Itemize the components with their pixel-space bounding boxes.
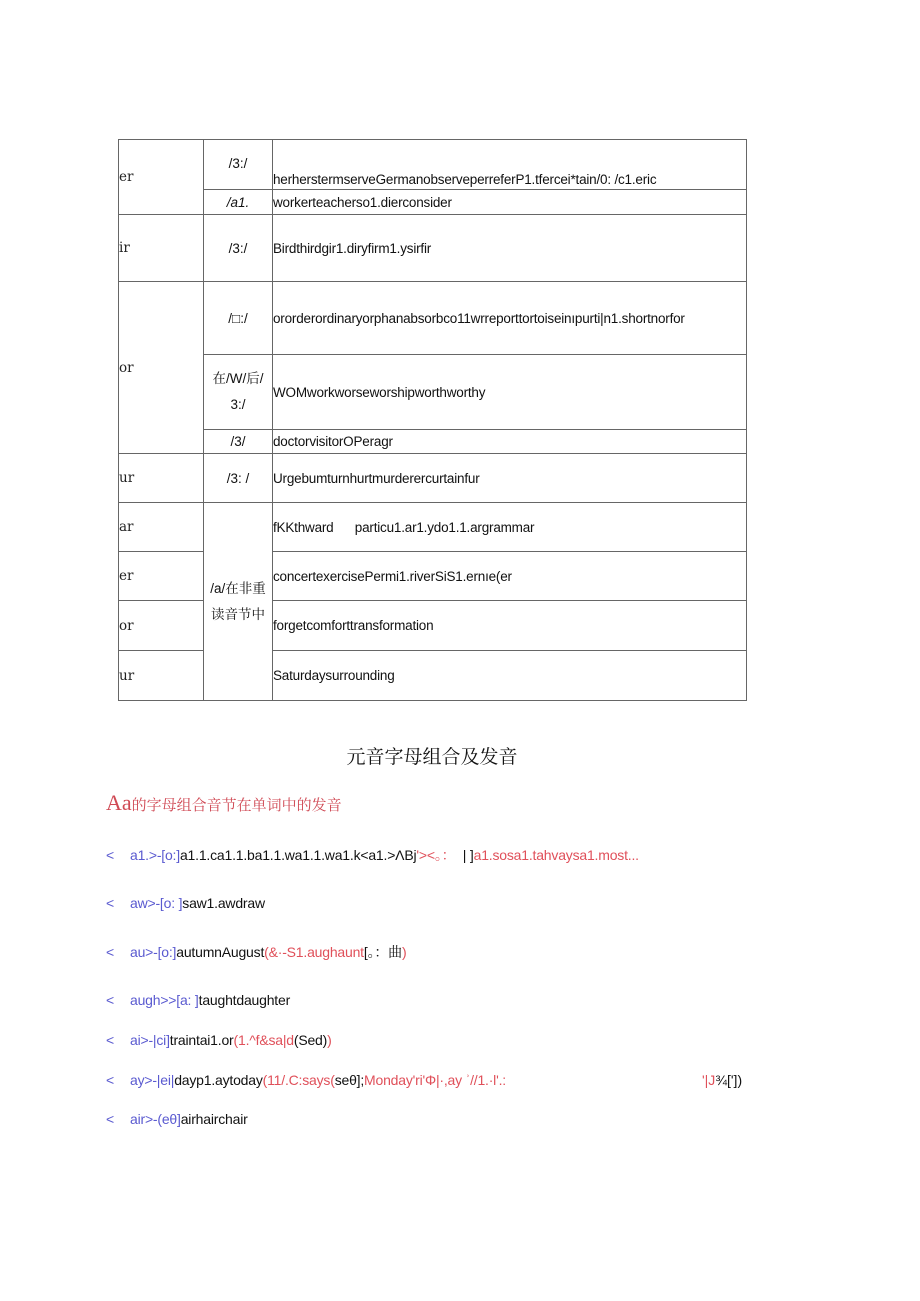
letters-cell: ir — [119, 215, 204, 282]
list-item — [106, 1032, 332, 1048]
list-item — [106, 845, 639, 865]
phonetic-cell: /□:/ — [204, 282, 273, 355]
examples-cell: fKKthward particu1.ar1.ydo1.1.argrammar — [273, 503, 747, 552]
heading-text: 的字母组合音节在单词中的发音 — [131, 796, 342, 814]
text-segment: a1.sosa1.tahvaysa1.most... — [473, 847, 639, 863]
text-segment: au>-[o:] — [129, 944, 177, 960]
ay-line-tail — [702, 1072, 742, 1088]
text-segment: (Sed) — [293, 1032, 328, 1048]
section-title: 元音字母组合及发音 — [346, 747, 518, 768]
text-segment: dayp1.aytoday — [174, 1072, 263, 1088]
tail-close: ) — [737, 1072, 743, 1088]
table-row — [119, 503, 747, 552]
text-segment: ) — [327, 1032, 332, 1048]
tail-black: ¾['] — [715, 1072, 738, 1088]
text-segment: ) — [401, 944, 407, 960]
letters-cell: er — [119, 140, 204, 215]
bullet-marker: < — [106, 1072, 114, 1088]
text-segment: [。：曲 — [363, 944, 402, 960]
phonetic-cell: /a1. — [204, 190, 273, 215]
text-segment: a1.1.ca1.1.ba1.1.wa1.1.wa1.k<a1.>ΛBj — [179, 847, 417, 863]
letters-cell: er — [119, 552, 204, 601]
bullet-marker: < — [106, 944, 114, 960]
examples-cell: WOMworkworseworshipworthworthy — [273, 355, 747, 430]
text-segment: (&·-S1.aughaunt — [264, 944, 364, 960]
text-segment: airhairchair — [180, 1111, 248, 1127]
text-segment: augh>>[a: ] — [129, 992, 199, 1008]
list-item — [106, 1111, 248, 1127]
table-row — [119, 190, 747, 215]
letters-cell: ar — [119, 503, 204, 552]
examples-cell: ororderordinaryorphanabsorbco11wrreporttortoiseinıpurti|n1.shortnorfor — [273, 282, 747, 355]
phonetic-cell: /3:/ — [204, 140, 273, 190]
bullet-marker: < — [106, 1111, 114, 1127]
text-segment: (1.^f&sa|d — [233, 1032, 294, 1048]
examples-cell: concertexercisePermi1.riverSiS1.ernıe(er — [273, 552, 747, 601]
text-segment: ay>-|ei| — [129, 1072, 175, 1088]
bullet-marker: < — [106, 992, 114, 1008]
text-segment: air>-(eθ] — [129, 1111, 181, 1127]
list-item — [106, 895, 265, 911]
examples-cell: doctorvisitorOPeragr — [273, 430, 747, 454]
examples-cell: herherstermserveGermanobserveperreferP1.tfercei*tain/0: /c1.eric — [273, 140, 747, 190]
list-item — [106, 992, 290, 1008]
letters-cell: or — [119, 282, 204, 454]
bullet-marker: < — [106, 847, 114, 863]
text-segment: traintai1.or — [169, 1032, 234, 1048]
examples-cell: Saturdaysurrounding — [273, 651, 747, 701]
text-segment: a1.>-[o:] — [129, 847, 180, 863]
phonetic-cell: 在/W/后/ 3:/ — [204, 355, 273, 430]
text-segment: aw>-[o: ] — [129, 895, 183, 911]
text-segment: ai>-|ci] — [129, 1032, 170, 1048]
table-row — [119, 140, 747, 190]
text-segment: | ] — [455, 847, 474, 863]
bullet-marker: < — [106, 1032, 114, 1048]
table-row — [119, 430, 747, 454]
vowel-r-combination-table — [118, 139, 747, 701]
text-segment: Monday'ri'Φ|·,ay ʾ//1.·l'.: — [364, 1072, 506, 1088]
letters-cell: or — [119, 601, 204, 651]
table-row — [119, 355, 747, 430]
table-row — [119, 282, 747, 355]
table-row — [119, 454, 747, 503]
heading-letters: Aa — [106, 790, 132, 815]
list-item — [106, 1072, 506, 1088]
bullet-marker: < — [106, 895, 114, 911]
subsection-heading — [106, 790, 342, 816]
phonetic-cell: /a/在非重读音节中 — [204, 503, 273, 701]
table-row — [119, 215, 747, 282]
phonetic-cell: /3: / — [204, 454, 273, 503]
letters-cell: ur — [119, 651, 204, 701]
letters-cell: ur — [119, 454, 204, 503]
list-item — [106, 942, 406, 962]
text-segment: seθ]; — [334, 1072, 365, 1088]
text-segment: taughtdaughter — [198, 992, 291, 1008]
examples-cell: workerteacherso1.dierconsider — [273, 190, 747, 215]
text-segment: '><。： — [416, 847, 456, 863]
text-segment: (11/.C:says( — [262, 1072, 335, 1088]
examples-cell: Birdthirdgir1.diryfirm1.ysirfir — [273, 215, 747, 282]
text-segment: autumnAugust — [176, 944, 265, 960]
examples-cell: Urgebumturnhurtmurderercurtainfur — [273, 454, 747, 503]
examples-cell: forgetcomforttransformation — [273, 601, 747, 651]
tail-red: '|J — [702, 1072, 716, 1088]
phonetic-cell: /3/ — [204, 430, 273, 454]
phonetic-cell: /3:/ — [204, 215, 273, 282]
text-segment: saw1.awdraw — [182, 895, 265, 911]
